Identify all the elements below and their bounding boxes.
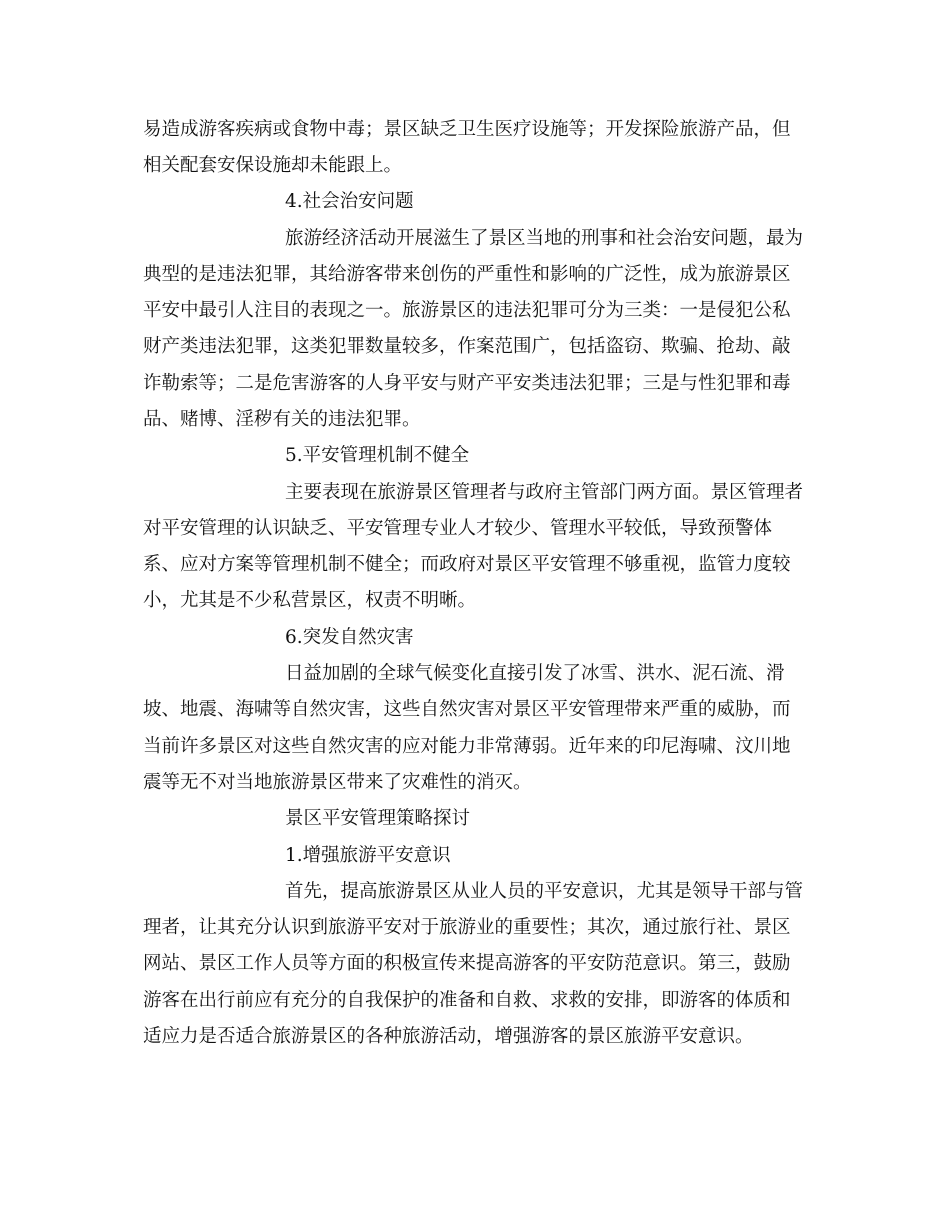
paragraph-line: 震等无不对当地旅游景区带来了灾难性的消灭。 — [143, 772, 532, 793]
paragraph-line: 典型的是违法犯罪，其给游客带来创伤的严重性和影响的广泛性，成为旅游景区 — [143, 264, 791, 285]
paragraph-line: 当前许多景区对这些自然灾害的应对能力非常薄弱。近年来的印尼海啸、汶川地 — [143, 736, 791, 757]
paragraph-line: 适应力是否适合旅游景区的各种旅游活动，增强游客的景区旅游平安意识。 — [143, 1026, 754, 1047]
paragraph-line: 首先，提高旅游景区从业人员的平安意识，尤其是领导干部与管 — [285, 881, 804, 902]
section-heading: 6.突发自然灾害 — [285, 627, 414, 648]
section-heading: 5.平安管理机制不健全 — [285, 445, 470, 466]
paragraph-line: 旅游经济活动开展滋生了景区当地的刑事和社会治安问题，最为 — [285, 228, 804, 249]
paragraph-line: 坡、地震、海啸等自然灾害，这些自然灾害对景区平安管理带来严重的威胁，而 — [143, 699, 791, 720]
section-heading: 景区平安管理策略探讨 — [285, 808, 471, 829]
paragraph-line: 财产类违法犯罪，这类犯罪数量较多，作案范围广，包括盗窃、欺骗、抢劫、敲 — [143, 336, 791, 357]
paragraph-line: 小，尤其是不少私营景区，权责不明晰。 — [143, 590, 477, 611]
section-heading: 4.社会治安问题 — [285, 191, 414, 212]
section-heading: 1.增强旅游平安意识 — [285, 845, 451, 866]
paragraph-line: 品、赌博、淫秽有关的违法犯罪。 — [143, 409, 421, 430]
paragraph-line: 网站、景区工作人员等方面的积极宣传来提高游客的平安防范意识。第三，鼓励 — [143, 953, 791, 974]
paragraph-line: 诈勒索等；二是危害游客的人身平安与财产平安类违法犯罪；三是与性犯罪和毒 — [143, 373, 791, 394]
paragraph-line: 平安中最引人注目的表现之一。旅游景区的违法犯罪可分为三类：一是侵犯公私 — [143, 300, 791, 321]
paragraph-line: 易造成游客疾病或食物中毒；景区缺乏卫生医疗设施等；开发探险旅游产品，但 — [143, 119, 791, 140]
paragraph-line: 主要表现在旅游景区管理者与政府主管部门两方面。景区管理者 — [285, 482, 804, 503]
paragraph-line: 游客在出行前应有充分的自我保护的准备和自救、求救的安排，即游客的体质和 — [143, 990, 791, 1011]
paragraph-line: 系、应对方案等管理机制不健全；而政府对景区平安管理不够重视，监管力度较 — [143, 554, 791, 575]
paragraph-line: 对平安管理的认识缺乏、平安管理专业人才较少、管理水平较低，导致预警体 — [143, 518, 773, 539]
paragraph-line: 日益加剧的全球气候变化直接引发了冰雪、洪水、泥石流、滑 — [285, 663, 785, 684]
paragraph-line: 相关配套安保设施却未能跟上。 — [143, 155, 403, 176]
paragraph-line: 理者，让其充分认识到旅游平安对于旅游业的重要性；其次，通过旅行社、景区 — [143, 917, 791, 938]
